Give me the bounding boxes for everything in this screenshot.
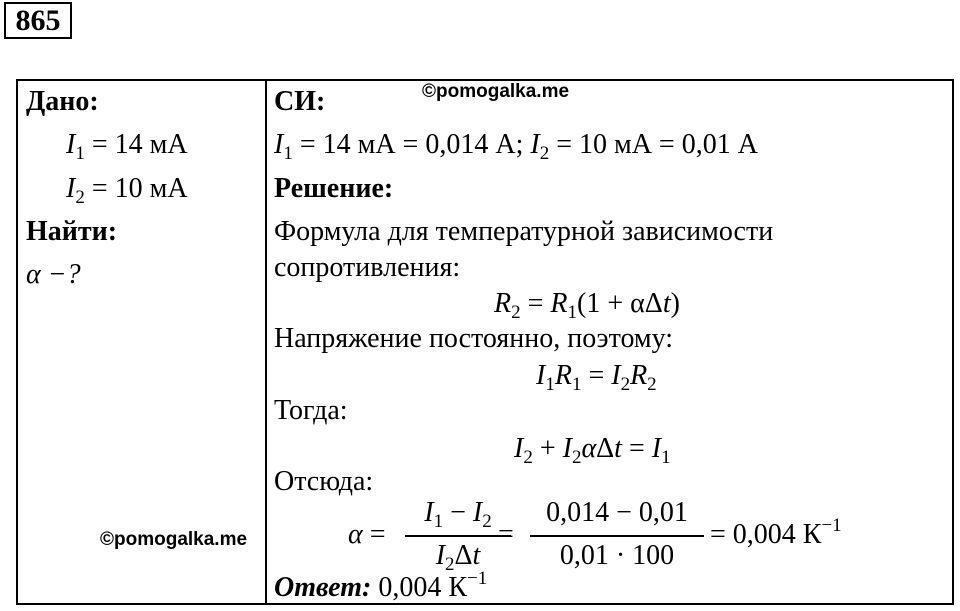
si-title: СИ:: [274, 86, 326, 117]
answer: Ответ: 0,004 $К^{-1}$: [274, 568, 488, 603]
given-title: Дано:: [26, 86, 99, 117]
si-conversion: $I_1 = 14$ мА = 0,014 А; $I_2 = 10$ мА = 0,01 А: [274, 129, 758, 164]
column-divider: [265, 81, 267, 603]
fraction-1-numerator: $I_1 - I_2$: [424, 497, 492, 532]
solution-text-1: Формула для температурной зависимости: [274, 216, 774, 247]
equals-sign: =: [498, 519, 514, 550]
solution-table: [16, 79, 954, 605]
solution-text-4: Тогда:: [274, 395, 348, 426]
equation-resistance: $R_2 = R_1(1 + \alpha\Delta t)$: [494, 288, 680, 323]
solution-title: Решение:: [274, 173, 394, 204]
fraction-1-denominator: $I_2\Delta t$: [435, 540, 481, 575]
fraction-1-line: [405, 535, 511, 537]
fraction-2-denominator: 0,01 · 100: [559, 540, 675, 571]
task-number: 865: [4, 2, 72, 39]
watermark-top: ©pomogalka.me: [422, 81, 570, 102]
solution-text-5: Отсюда:: [274, 466, 374, 497]
equation-voltage: $I_1R_1 = I_2R_2$: [536, 360, 657, 395]
solution-text-3: Напряжение постоянно, поэтому:: [274, 323, 674, 354]
fraction-2-numerator: 0,014 − 0,01: [546, 497, 688, 528]
given-i1: $I_1 = 14$ мА: [66, 129, 188, 164]
solution-text-2: сопротивления:: [274, 252, 461, 283]
fraction-2-line: [530, 535, 704, 537]
equation-current: $I_2 + I_2\alpha\Delta t = I_1$: [514, 433, 671, 468]
find-value: α −?: [26, 259, 81, 290]
alpha-equals: α =: [348, 519, 386, 550]
watermark-bottom: ©pomogalka.me: [100, 529, 248, 550]
find-title: Найти:: [26, 216, 118, 247]
result-value: = 0,004 $К^{-1}$: [710, 515, 842, 550]
given-i2: $I_2 = 10$ мА: [66, 173, 188, 208]
